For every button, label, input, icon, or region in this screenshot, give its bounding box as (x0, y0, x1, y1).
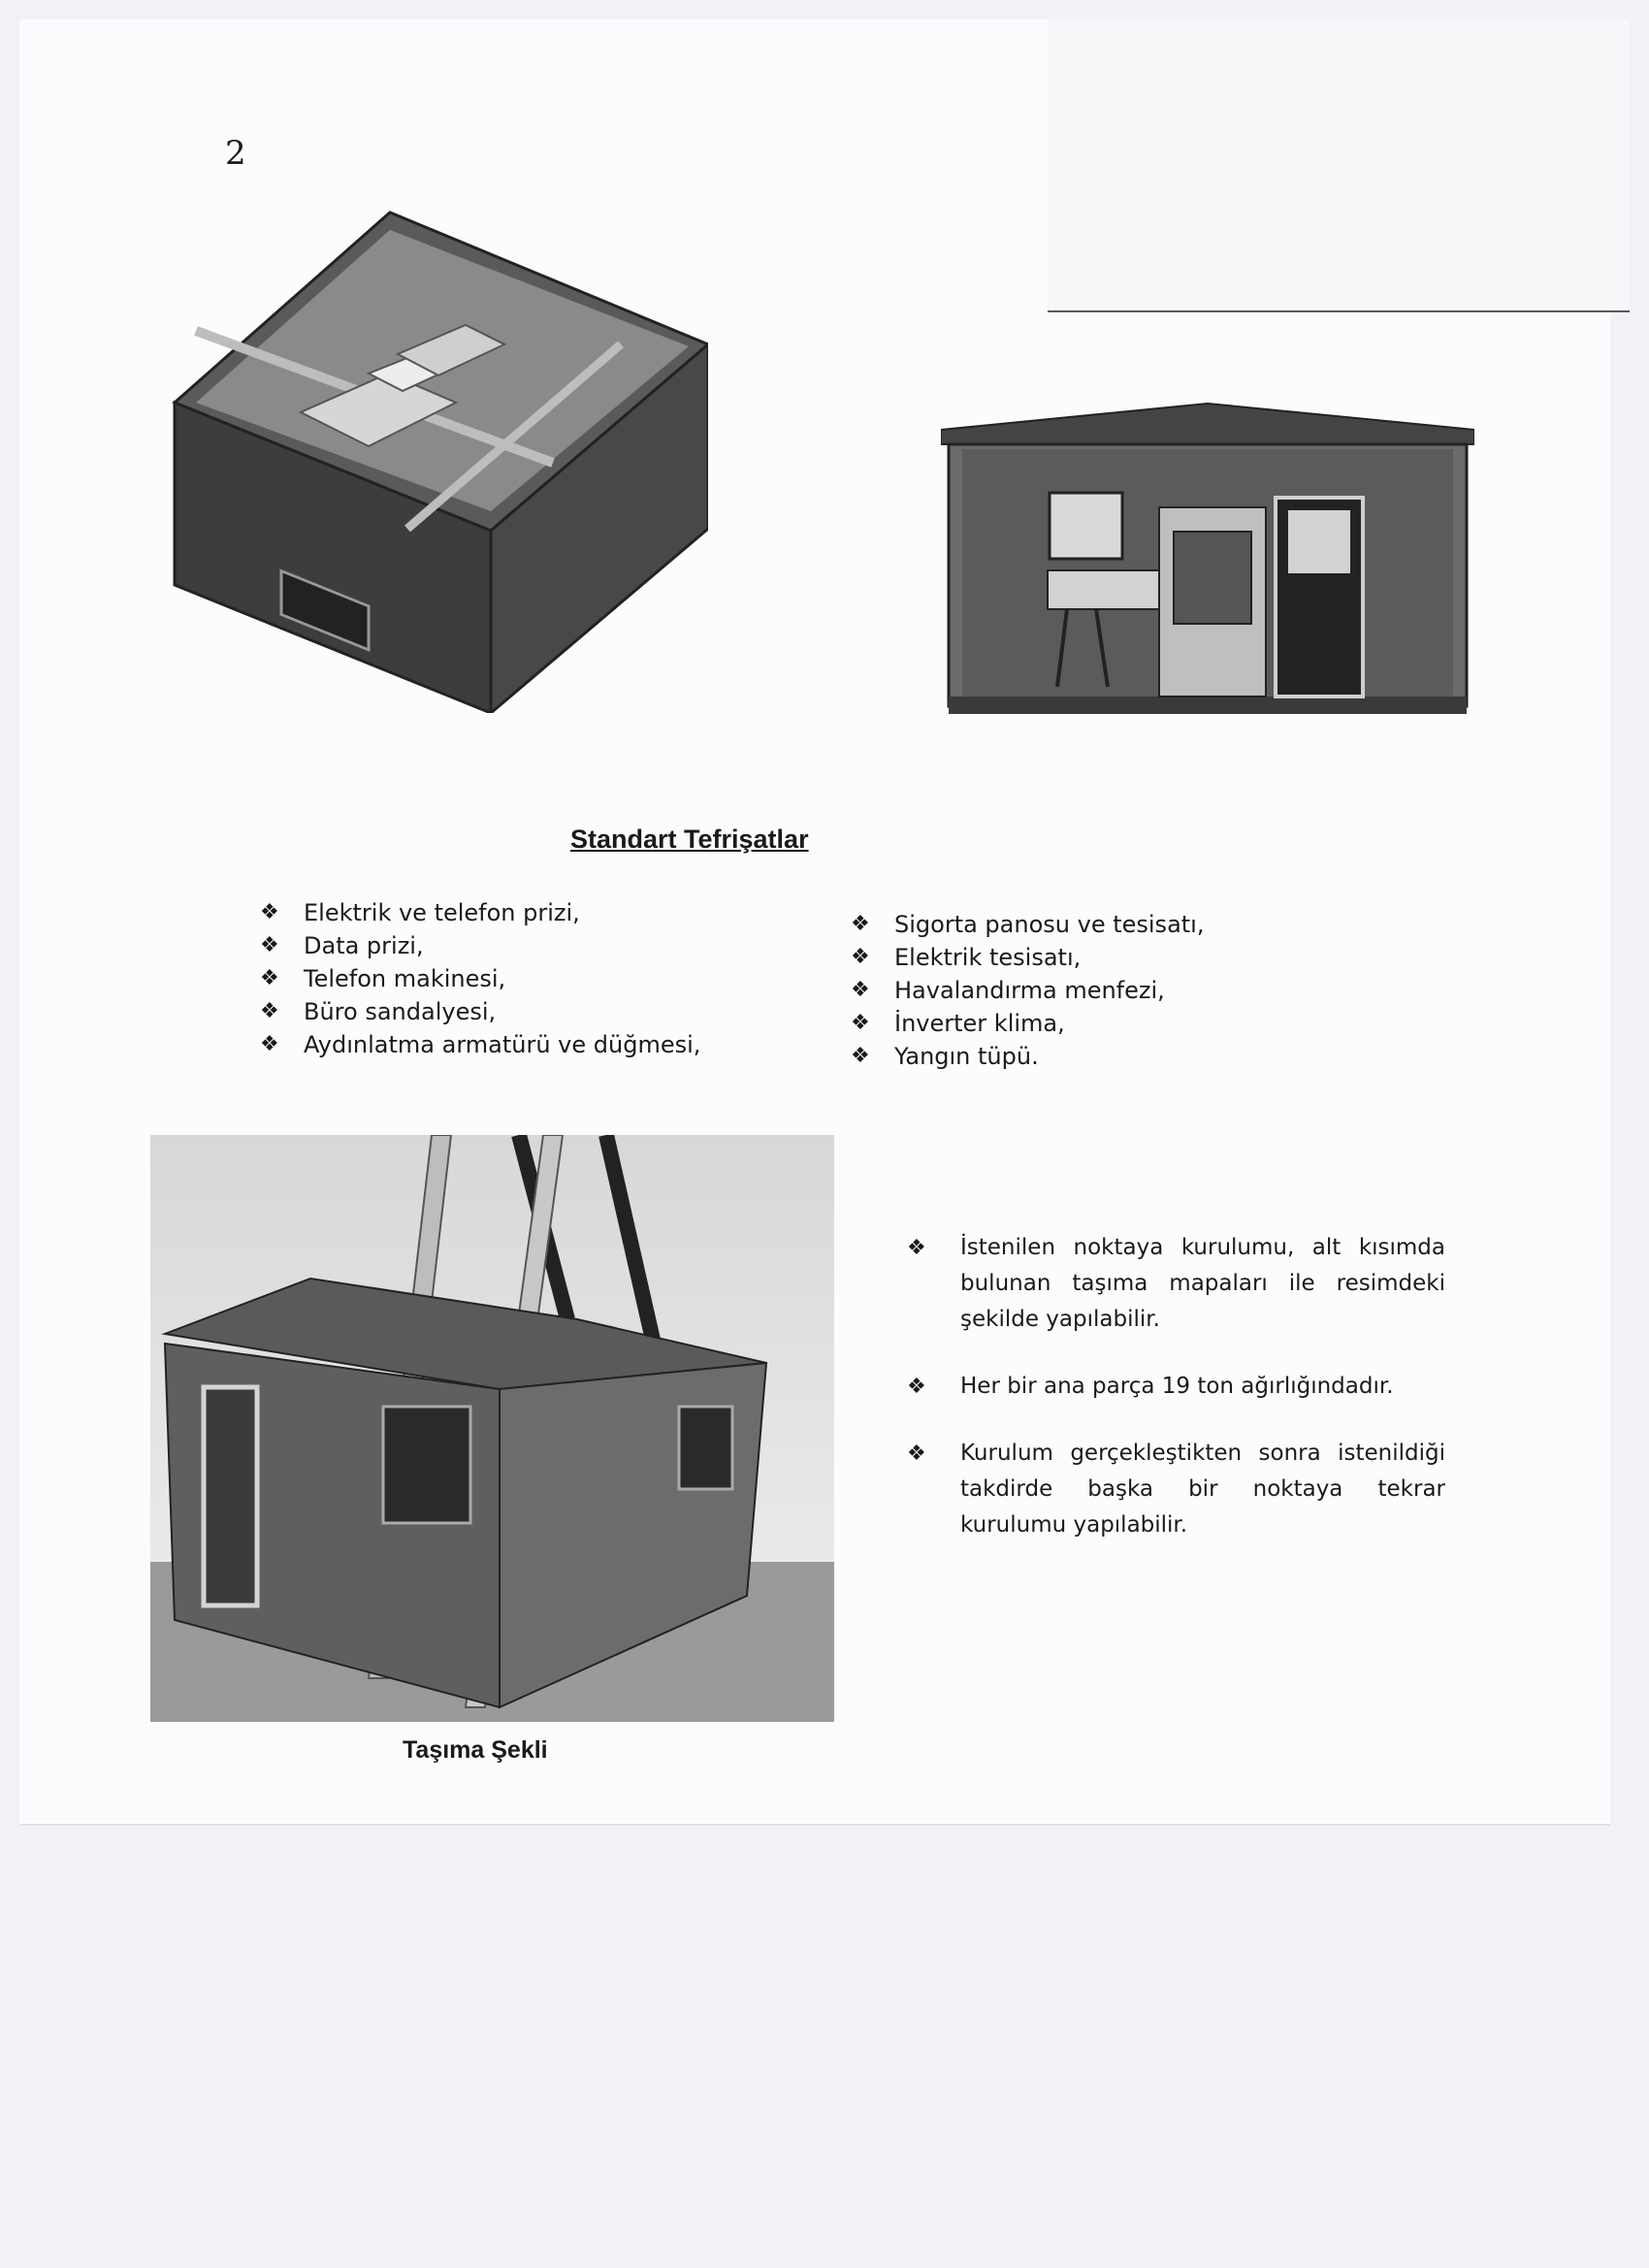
section-roof (941, 404, 1474, 444)
section-radiator (1174, 532, 1251, 624)
photo-window (383, 1407, 470, 1523)
list-item-text: Data prizi, (304, 932, 424, 959)
bullet-icon: ❖ (260, 1032, 279, 1056)
bullet-icon: ❖ (260, 900, 279, 924)
list-item-text: İnverter klima, (894, 1010, 1065, 1037)
list-item-text: Büro sandalyesi, (304, 998, 497, 1025)
list-item-text: Yangın tüpü. (894, 1043, 1039, 1070)
bullet-icon: ❖ (260, 966, 279, 990)
features-left-list (260, 896, 700, 1061)
transport-photo (150, 1135, 834, 1722)
page-number: 2 (225, 134, 246, 173)
list-item (260, 896, 700, 929)
section-window (1050, 493, 1122, 559)
list-item (260, 962, 700, 995)
list-item (851, 1040, 1204, 1073)
installation-info-list (907, 1230, 1445, 1543)
list-item (260, 929, 700, 962)
list-item (907, 1230, 1445, 1338)
section-title: Standart Tefrişatlar (570, 825, 809, 854)
list-item (851, 908, 1204, 941)
section-floor (949, 697, 1467, 714)
bullet-icon: ❖ (907, 1236, 926, 1260)
list-item-text: Havalandırma menfezi, (894, 977, 1165, 1004)
container-section-drawing (941, 396, 1474, 721)
bullet-icon: ❖ (260, 999, 279, 1023)
section-door-glass (1288, 510, 1350, 573)
photo-door (204, 1387, 257, 1605)
list-item-text: İstenilen noktaya kurulumu, alt kısımda bulunan taşıma mapaları ile resimdeki şekilde yapılabilir. (960, 1235, 1445, 1332)
bullet-icon: ❖ (851, 912, 870, 936)
paper-edge (19, 1824, 1610, 1826)
list-item-text: Aydınlatma armatürü ve düğmesi, (304, 1031, 701, 1058)
photo-window-2 (679, 1407, 732, 1489)
bullet-icon: ❖ (851, 1044, 870, 1068)
bullet-icon: ❖ (851, 1011, 870, 1035)
list-item-text: Telefon makinesi, (304, 965, 506, 992)
bullet-icon: ❖ (851, 978, 870, 1002)
bullet-icon: ❖ (260, 933, 279, 957)
list-item-text: Elektrik ve telefon prizi, (304, 899, 580, 926)
list-item (907, 1369, 1445, 1405)
list-item (907, 1436, 1445, 1543)
bullet-icon: ❖ (907, 1442, 926, 1466)
bullet-icon: ❖ (907, 1375, 926, 1399)
list-item-text: Sigorta panosu ve tesisatı, (894, 911, 1205, 938)
list-item (260, 995, 700, 1028)
list-item (851, 974, 1204, 1007)
section-desk (1048, 570, 1164, 609)
features-right-list (851, 908, 1204, 1073)
list-item (851, 941, 1204, 974)
list-item (260, 1028, 700, 1061)
list-item-text: Elektrik tesisatı, (894, 944, 1082, 971)
overlapping-paper-corner (1048, 19, 1630, 312)
photo-caption: Taşıma Şekli (403, 1736, 548, 1764)
list-item-text: Her bir ana parça 19 ton ağırlığındadır. (960, 1374, 1394, 1399)
list-item-text: Kurulum gerçekleştikten sonra istenildiği takdirde başka bir noktaya tekrar kurulumu yapılabilir. (960, 1441, 1445, 1538)
isometric-container-drawing (165, 209, 708, 713)
list-item (851, 1007, 1204, 1040)
bullet-icon: ❖ (851, 945, 870, 969)
